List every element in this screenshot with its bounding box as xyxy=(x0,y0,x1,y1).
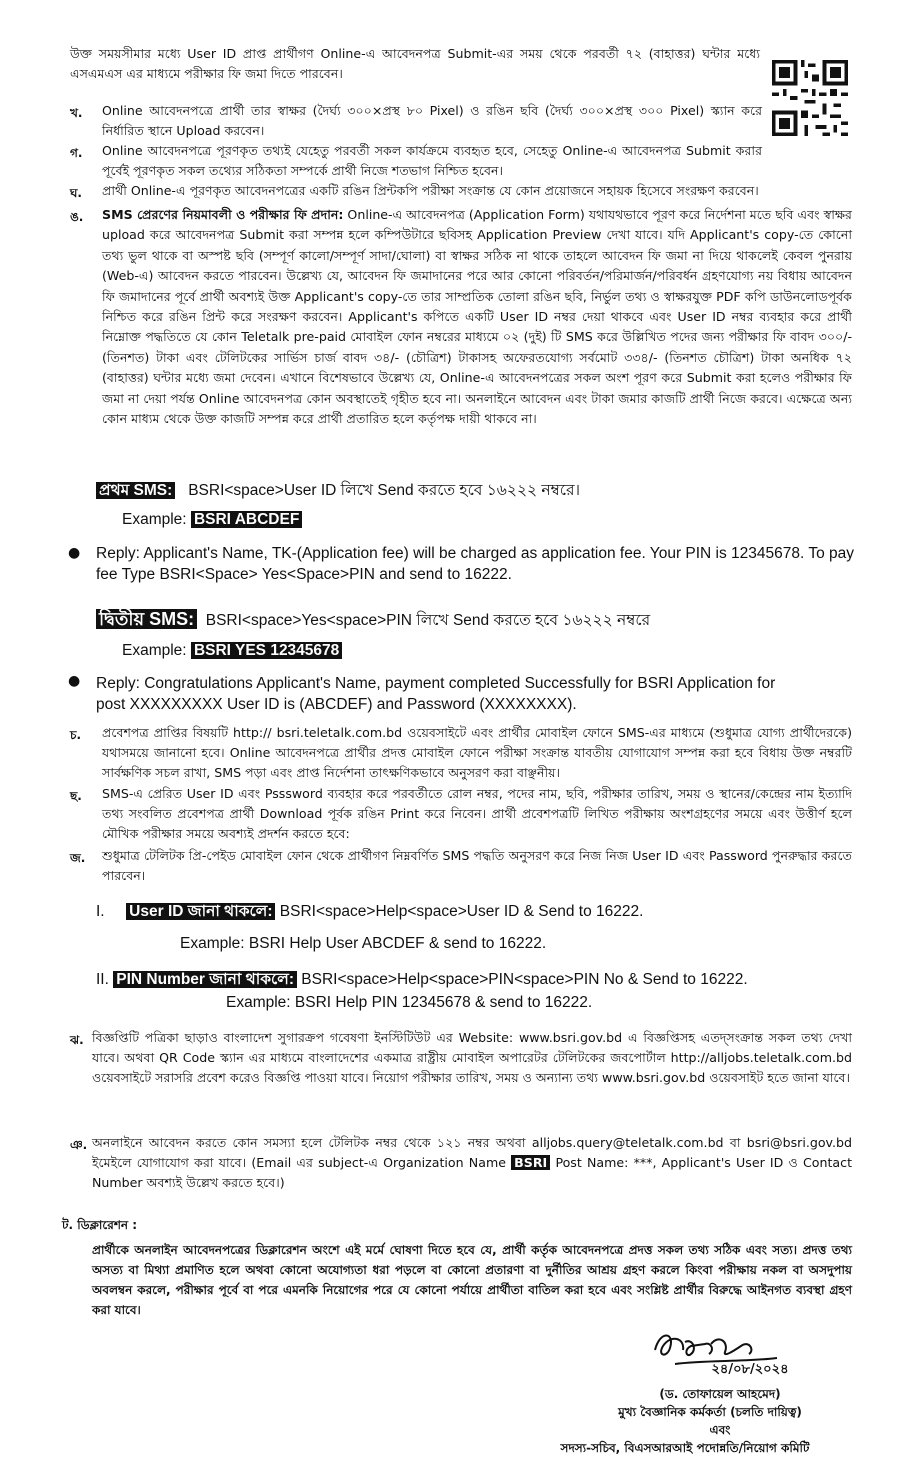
item-kha-text: Online আবেদনপত্রে প্রার্থী তার স্বাক্ষর (দৈর্ঘ্য ৩০০×প্রস্থ ৮০ Pixel) ও রঙিন ছবি (দৈর্ঘ্য ৩০০×প্রস্থ ৩০০ Pixel) স্ক্যান করে নির্ধারিত স্থানে Upload করবেন। xyxy=(102,103,762,138)
item-jha-label: ঝ. xyxy=(70,1033,84,1047)
item-ja-label: জ. xyxy=(70,851,86,865)
item-umo-paragraph xyxy=(102,205,852,429)
sms2-text: BSRI<space>Yes<space>PIN লিখে Send করতে হবে ১৬২২২ নম্বরে xyxy=(205,612,651,629)
bullet-icon: ● xyxy=(68,545,81,561)
recovery-ii-tag: PIN Number জানা থাকলে: xyxy=(113,971,297,988)
sms2-example-value: BSRI YES 12345678 xyxy=(191,642,342,659)
item-cha-label: চ. xyxy=(70,728,82,742)
item-ga-label: গ. xyxy=(70,146,83,160)
sms1-text: BSRI<space>User ID লিখে Send করতে হবে ১৬২২২ নম্বরে। xyxy=(188,482,581,499)
recovery-i-text: BSRI<space>Help<space>User ID & Send to 16222. xyxy=(279,903,644,920)
signatory-and: এবং xyxy=(709,1423,731,1437)
item-chha-text: SMS-এ প্রেরিত User ID এবং Psssword ব্যবহার করে পরবর্তীতে রোল নম্বর, পদের নাম, ছবি, পরীক্ষার তারিখ, সময় ও স্থানের/কেন্দ্রের নাম ইত্যাদি তথ্য সংবলিত প্রবেশপত্র প্রার্থী Download পূর্বক রঙিন Print করে নিবেন। প্রার্থী প্রবেশপত্রটি লিখিত পরীক্ষায় অংশগ্রহণের সময়ে এবং উত্তীর্ণ হলে মৌখিক পরীক্ষার সময়ে অবশ্যই প্রদর্শন করতে হবে: xyxy=(102,786,852,841)
item-nya-text-after: Post Name: ***, Applicant's User ID ও Contact Number অবশ্যই উল্লেখ করতে হবে।) xyxy=(92,1155,853,1190)
qr-code-icon xyxy=(772,58,848,138)
item-nya-highlight: BSRI xyxy=(511,1155,550,1170)
sms2-reply: Reply: Congratulations Applicant's Name, payment completed Successfully for BSRI Application for post XXXXXXXXX User ID is (ABCDEF) and Password (XXXXXXXX). xyxy=(96,675,776,713)
item-nya-paragraph xyxy=(92,1133,852,1193)
sms1-reply: Reply: Applicant's Name, TK-(Application fee) will be charged as application fee. Your PIN is 12345678. To pay fee Type BSRI<Space> Yes<Space>PIN and send to 16222. xyxy=(96,545,855,583)
sms2-example-label: Example: xyxy=(122,642,187,659)
item-ja-text: শুধুমাত্র টেলিটক প্রি-পেইড মোবাইল ফোন থেকে প্রার্থীগণ নিম্নবর্ণিত SMS পদ্ধতি অনুসরণ করে নিজ নিজ User ID এবং Password পুনরুদ্ধার করতে পারবেন। xyxy=(102,848,852,883)
intro-paragraph: উক্ত সময়সীমার মধ্যে User ID প্রাপ্ত প্রার্থীগণ Online-এ আবেদনপত্র Submit-এর সময় থেকে পরবর্তী ৭২ (বাহাত্তর) ঘন্টার মধ্যে এসএমএস এর মাধ্যমে পরীক্ষার ফি জমা দিতে পারবেন। xyxy=(70,46,760,81)
recovery-pin-line xyxy=(96,969,748,990)
recovery-user-id-line xyxy=(96,901,643,922)
sms1-line xyxy=(96,480,580,501)
item-umo-text: Online-এ আবেদনপত্র (Application Form) যথাযথভাবে পূরণ করে নির্দেশনা মতে ছবি এবং স্বাক্ষর upload করে আবেদনপত্র Submit করা সম্পন্ন হলে কম্পিউটারে ছবিসহ Application Preview দেখা যাবে। যদি Applicant's copy-তে কোনো তথ্য ভুল থাকে বা অস্পষ্ট ছবি (সম্পূর্ণ কালো/সম্পূর্ণ সাদা/ঘোলা) বা স্বাক্ষর সঠিক না থাকে তাহলে আবেদন ফি জমা না দিয়ে থাকলেই কেবল পুনরায় (Web-এ) আবেদন করতে পারবেন। উল্লেখ্য যে, আবেদন ফি জমাদানের পরে আর কোনো পরিবর্তন/পরিমার্জন/পরিবর্ধন গ্রহণযোগ্য নয় বিধায় আবেদন ফি জমাদানের পূর্বে প্রার্থী অবশ্যই উক্ত Applicant's copy-তে তার সাম্প্রতিক তোলা রঙিন ছবি, নির্ভুল তথ্য ও স্বাক্ষরযুক্ত PDF কপি ডাউনলোডপূর্বক নিশ্চিত করে রঙিন প্রিন্ট করে সংরক্ষণ করবেন। Applicant's কপিতে একটি User ID নম্বর দেয়া থাকবে এবং User ID নম্বর ব্যবহার করে প্রার্থী নিম্নোক্ত পদ্ধতিতে যে কোন Teletalk pre-paid মোবাইল ফোন নম্বরের মাধ্যমে ০২ (দুই) টি SMS করে উল্লিখিত পদের জন্য পরীক্ষার ফি বাবদ ৩০০/- (তিনশত) টাকা এবং টেলিটকের সার্ভিস চার্জ বাবদ ৩৪/- (চৌত্রিশ) টাকাসহ অফেরতযোগ্য সর্বমোট ৩৩৪/- (তিনশত চৌত্রিশ) টাকা অনধিক ৭২ (বাহাত্তর) ঘন্টার মধ্যে জমা দেবেন। এখানে বিশেষভাবে উল্লেখ্য যে, Online-এ আবেদনপত্রের সকল অংশ পূরণ করে Submit করা হলেও পরীক্ষার ফি জমা না দেয়া পর্যন্ত Online আবেদনপত্র কোন অবস্থাতেই গৃহীত হবে না। অনলাইনে আবেদন এবং টাকা জমার কাজটি প্রার্থী নিজে করবে। এক্ষেত্রে অন্য কোন মাধ্যম থেকে উক্ত কাজটি সম্পন্ন করে প্রার্থী প্রতারিত হলে কর্তৃপক্ষ দায়ী থাকবে না। xyxy=(102,207,852,427)
recovery-ii-example: Example: BSRI Help PIN 12345678 & send to 16222. xyxy=(226,994,593,1011)
item-ga-text: Online আবেদনপত্রে পূরণকৃত তথ্যই যেহেতু পরবর্তী সকল কার্যক্রমে ব্যবহৃত হবে, সেহেতু Online-এ আবেদনপত্র Submit করার পূর্বেই পূরণকৃত সকল তথ্যের সঠিকতা সম্পর্কে প্রার্থী নিজে শতভাগ নিশ্চিত হবেন। xyxy=(102,143,762,178)
item-jha-text: বিজ্ঞপ্তিটি পত্রিকা ছাড়াও বাংলাদেশ সুগারক্রপ গবেষণা ইনস্টিটিউট এর Website: www.bsri.gov.bd এ বিজ্ঞপ্তিসহ এতদ্সংক্রান্ত সকল তথ্য দেখা যাবে। অথবা QR Code স্ক্যান এর মাধ্যমে বাংলাদেশের একমাত্র রাষ্ট্রীয় মোবাইল অপারেটর টেলিটকের জবপোর্টাল http://alljobs.teletalk.com.bd ওয়েবসাইটে সরাসরি প্রবেশ করেও বিজ্ঞপ্তি পাওয়া যাবে। নিয়োগ পরীক্ষার তারিখ, সময় ও অন্যান্য তথ্য www.bsri.gov.bd ওয়েবসাইট হতে জানা যাবে। xyxy=(92,1030,852,1085)
item-umo-heading: SMS প্রেরণের নিয়মাবলী ও পরীক্ষার ফি প্রদান: xyxy=(102,207,344,222)
sms1-tag: প্রথম SMS: xyxy=(96,482,175,499)
recovery-i-example: Example: BSRI Help User ABCDEF & send to 16222. xyxy=(180,935,547,952)
recovery-i-num: I. xyxy=(96,903,105,920)
sms2-example xyxy=(122,640,342,661)
signatory-role: সদস্য-সচিব, বিএসআরআই পদোন্নতি/নিয়োগ কমিটি xyxy=(560,1441,810,1455)
sms2-tag: দ্বিতীয় SMS: xyxy=(96,609,197,629)
item-cha-text: প্রবেশপত্র প্রাপ্তির বিষয়টি http:// bsri.teletalk.com.bd ওয়েবসাইটে এবং প্রার্থীর মোবাইল ফোনে SMS-এর মাধ্যমে (শুধুমাত্র যোগ্য প্রার্থীদেরকে) যথাসময়ে জানানো হবে। Online আবেদনপত্রে প্রার্থীর প্রদত্ত মোবাইল ফোনে পরীক্ষা সংক্রান্ত যাবতীয় যোগাযোগ সম্পন্ন করা হবে বিধায় উক্ত নম্বরটি সার্বক্ষণিক সচল রাখা, SMS পড়া এবং প্রাপ্ত নির্দেশনা তাৎক্ষণিকভাবে অনুসরণ করা বাঞ্ছনীয়। xyxy=(102,725,852,780)
signatory-name: (ড. তোফায়েল আহমেদ) xyxy=(659,1387,781,1401)
item-umo-label: ঙ. xyxy=(70,210,84,224)
declaration-heading: ট. ডিক্লারেশন : xyxy=(62,1218,138,1232)
signature-date: ২৪/০৮/২০২৪ xyxy=(711,1362,789,1377)
signatory-title: মুখ্য বৈজ্ঞানিক কর্মকর্তা (চলতি দায়িত্ব) xyxy=(618,1405,802,1419)
sms1-example-value: BSRI ABCDEF xyxy=(191,511,302,528)
item-nya-text-before: অনলাইনে আবেদন করতে কোন সমস্যা হলে টেলিটক নম্বর থেকে ১২১ নম্বর অথবা alljobs.query@teletalk.com.bd বা bsri@bsri.gov.bd ইমেইলে যোগাযোগ করা যাবে। (Email এর subject-এ Organization Name xyxy=(92,1135,852,1170)
sms1-example xyxy=(122,509,302,530)
recovery-i-tag: User ID জানা থাকলে: xyxy=(126,903,275,920)
declaration-text: প্রার্থীকে অনলাইন আবেদনপত্রের ডিক্লারেশন অংশে এই মর্মে ঘোষণা দিতে হবে যে, প্রার্থী কর্তৃক আবেদনপত্রে প্রদত্ত সকল তথ্য সঠিক এবং সত্য। প্রদত্ত তথ্য অসত্য বা মিথ্যা প্রমাণিত হলে অথবা কোনো অযোগ্যতা ধরা পড়লে বা কোনো প্রতারণা বা দুর্নীতির আশ্রয় গ্রহণ করলে কিংবা পরীক্ষায় নকল বা অসদুপায় অবলম্বন করলে, পরীক্ষার পূর্বে বা পরে এমনকি নিয়োগের পরে যে কোনো পর্যায়ে প্রার্থীতা বাতিল করা হবে এবং সংশ্লিষ্ট প্রার্থীর বিরুদ্ধে আইনগত ব্যবস্থা গ্রহণ করা যাবে। xyxy=(92,1243,852,1317)
item-chha-label: ছ. xyxy=(70,789,82,803)
sms2-line xyxy=(96,609,650,631)
item-kha-label: খ. xyxy=(70,106,83,120)
sms1-example-label: Example: xyxy=(122,511,187,528)
item-gha-text: প্রার্থী Online-এ পূরণকৃত আবেদনপত্রের একটি রঙিন প্রিন্টকপি পরীক্ষা সংক্রান্ত যে কোন প্রয়োজনে সহায়ক হিসেবে সংরক্ষণ করবেন। xyxy=(102,183,759,198)
recovery-ii-num: II. xyxy=(96,971,109,988)
item-nya-label: ঞ. xyxy=(70,1138,88,1152)
recovery-ii-text: BSRI<space>Help<space>PIN<space>PIN No & Send to 16222. xyxy=(301,971,748,988)
bullet-icon: ● xyxy=(68,673,81,689)
item-gha-label: ঘ. xyxy=(70,186,82,200)
